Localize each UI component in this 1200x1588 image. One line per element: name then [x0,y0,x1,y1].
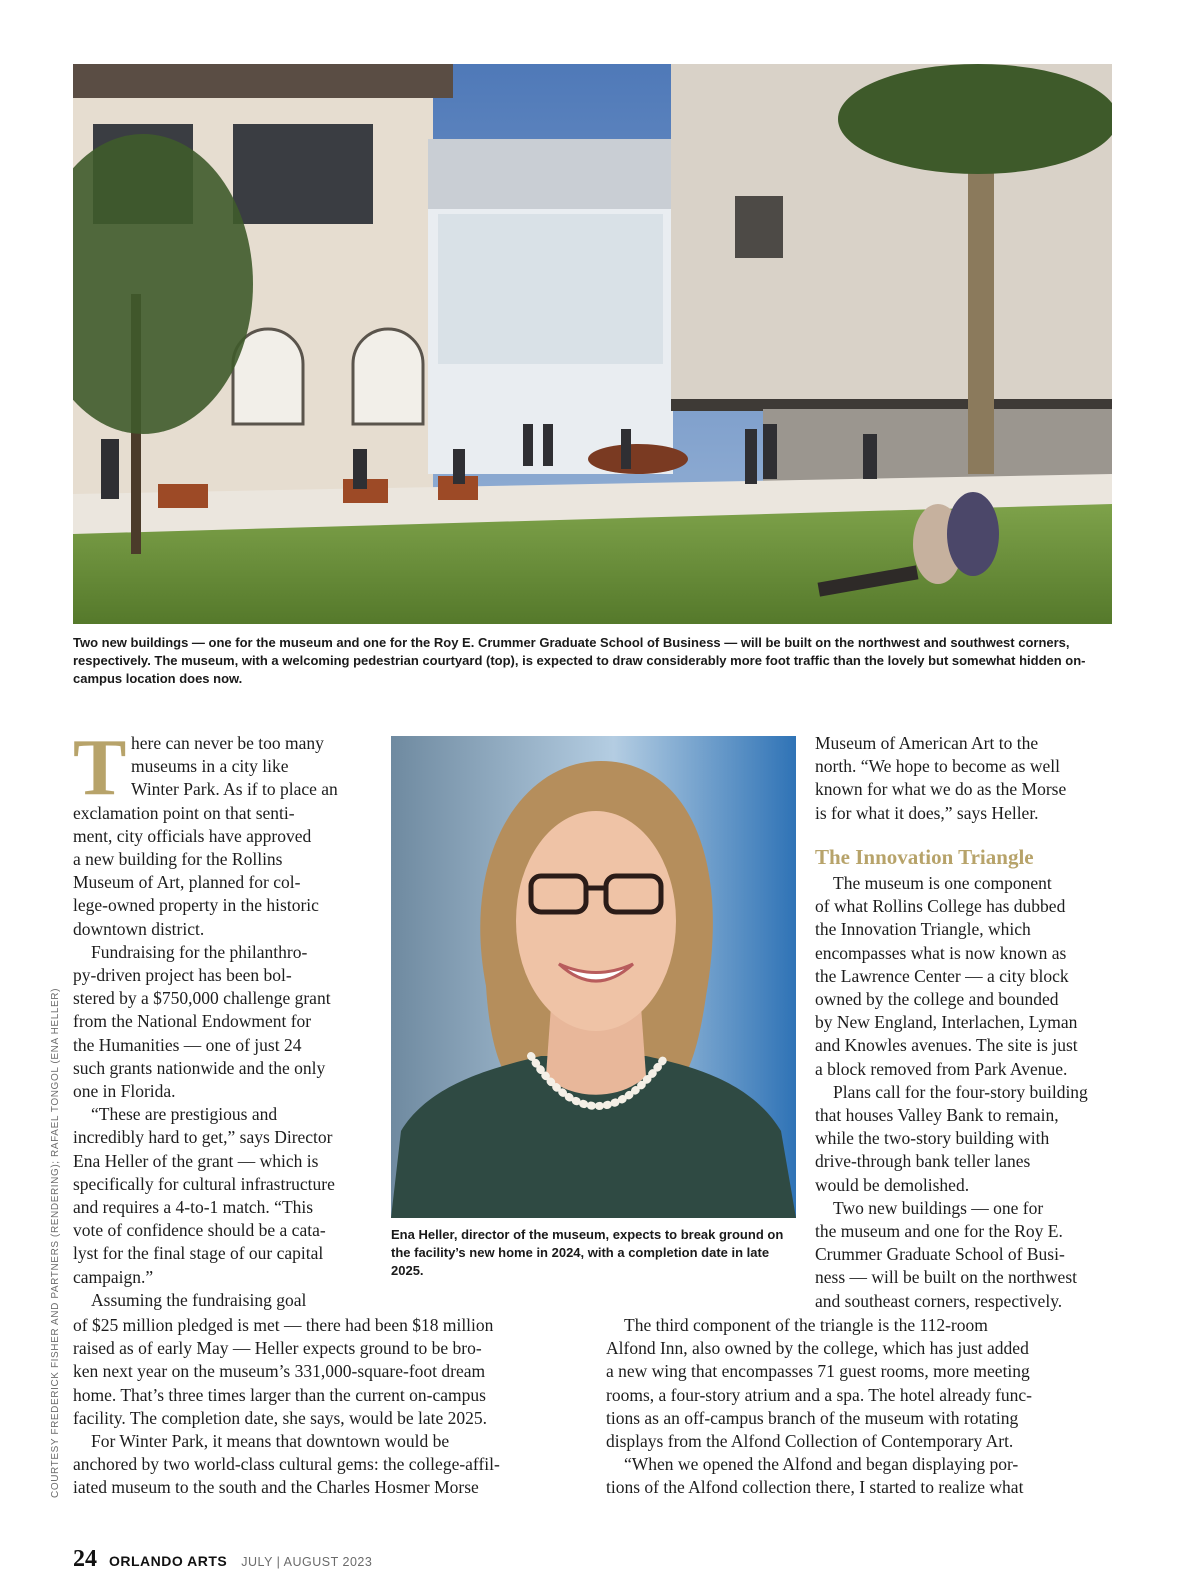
text-line: facility. The completion date, she says, would be late 2025. [73,1407,488,1428]
text-line: tions of the Alfond collection there, I started to realize what [606,1477,1024,1498]
section-subhead: The Innovation Triangle [815,845,1034,869]
text-line: Plans call for the four-story building [833,1081,1088,1102]
text-line: anchored by two world-class cultural gems: the college-affil- [73,1454,500,1475]
portrait-caption: Ena Heller, director of the museum, expects to break ground on the facility’s new home in 2024, with a completion date in late 2025. [391,1227,784,1278]
text-line: For Winter Park, it means that downtown would be [91,1431,450,1452]
hero-photo-caption: Two new buildings — one for the museum and one for the Roy E. Crummer Graduate School of Business — will be built on the northwest and southwest corners, respectively. The museum, with a welcoming pedestrian courtyard (top), is expected to draw considerably more foot traffic than the lovely but somewhat hidden on-campus location does now. [73,635,1086,686]
text-line: “These are prestigious and [91,1104,278,1125]
text-line: while the two-story building with [815,1128,1050,1149]
text-line: lyst for the final stage of our capital [73,1243,324,1264]
text-line: campaign.” [73,1266,154,1287]
article-bottom-left [73,1314,583,1500]
text-line: tions as an off-campus branch of the museum with rotating [606,1407,1019,1428]
text-line: known for what we do as the Morse [815,779,1067,800]
text-line: Fundraising for the philanthro- [91,941,308,962]
museum-rendering-image [73,64,1112,624]
text-line: Ena Heller of the grant — which is [73,1150,319,1171]
text-line: that houses Valley Bank to remain, [815,1105,1059,1126]
text-line: one in Florida. [73,1081,176,1102]
text-line: displays from the Alfond Collection of Contemporary Art. [606,1431,1014,1452]
text-line: ken next year on the museum’s 331,000-square-foot dream [73,1361,486,1382]
issue-date: JULY | AUGUST 2023 [241,1555,373,1569]
text-line: would be demolished. [815,1174,970,1195]
text-line: lege-owned property in the historic [73,895,319,916]
text-line: the Humanities — one of just 24 [73,1034,302,1055]
text-line: is for what it does,” says Heller. [815,802,1039,823]
text-line: by New England, Interlachen, Lyman [815,1012,1078,1033]
text-line: stered by a $750,000 challenge grant [73,988,331,1009]
text-line: iated museum to the south and the Charles Hosmer Morse [73,1477,479,1498]
magazine-name: ORLANDO ARTS [109,1553,228,1569]
text-line: and southeast corners, respectively. [815,1290,1063,1311]
text-line: of $25 million pledged is met — there had been $18 million [73,1315,494,1335]
text-line: The museum is one component [833,873,1052,893]
text-line: downtown district. [73,918,205,939]
text-line: ness — will be built on the northwest [815,1267,1077,1288]
text-line: raised as of early May — Heller expects ground to be bro- [73,1338,482,1359]
article-column-right-top [815,732,1125,825]
drop-cap: T [73,724,127,812]
text-line: py-driven project has been bol- [73,965,292,986]
text-line: specifically for cultural infrastructure [73,1173,335,1194]
text-line: museums in a city like [131,756,289,777]
text-line: exclamation point on that senti- [73,802,295,823]
text-line: Alfond Inn, also owned by the college, which has just added [606,1338,1029,1359]
text-line: the Innovation Triangle, which [815,919,1031,940]
text-line: Winter Park. As if to place an [131,779,338,800]
text-line: Museum of Art, planned for col- [73,872,301,893]
text-line: owned by the college and bounded [815,989,1059,1010]
text-line: drive-through bank teller lanes [815,1151,1031,1172]
text-line: here can never be too many [131,733,324,753]
text-line: Crummer Graduate School of Busi- [815,1244,1065,1265]
text-line: and requires a 4-to-1 match. “This [73,1197,314,1218]
text-line: north. “We hope to become as well [815,756,1060,777]
text-line: from the National Endowment for [73,1011,312,1032]
page-number: 24 [73,1546,97,1572]
text-line: home. That’s three times larger than the current on-campus [73,1384,486,1405]
article-column-left [73,732,373,1312]
page-footer [73,1546,372,1573]
text-line: Two new buildings — one for [833,1197,1044,1218]
text-line: a block removed from Park Avenue. [815,1058,1068,1079]
text-line: incredibly hard to get,” says Director [73,1127,333,1148]
text-line: a new wing that encompasses 71 guest rooms, more meeting [606,1361,1030,1382]
text-line: a new building for the Rollins [73,849,283,870]
text-line: such grants nationwide and the only [73,1057,326,1078]
text-line: rooms, a four-story atrium and a spa. The hotel already func- [606,1384,1032,1405]
text-line: ment, city officials have approved [73,825,312,846]
text-line: Assuming the fundraising goal [91,1289,307,1310]
article-column-right [815,872,1125,1313]
text-line: the museum and one for the Roy E. [815,1221,1063,1242]
photo-credit: COURTESY FREDERICK FISHER AND PARTNERS (RENDERING); RAFAEL TONGOL (ENA HELLER) [50,987,61,1498]
text-line: of what Rollins College has dubbed [815,896,1066,917]
text-line: “When we opened the Alfond and began displaying por- [624,1454,1019,1475]
article-bottom-right [606,1314,1126,1500]
text-line: the Lawrence Center — a city block [815,965,1069,986]
text-line: encompasses what is now known as [815,942,1067,963]
text-line: vote of confidence should be a cata- [73,1220,326,1241]
ena-heller-portrait-image [391,736,796,1218]
text-line: Museum of American Art to the [815,733,1039,753]
text-line: and Knowles avenues. The site is just [815,1035,1078,1056]
text-line: The third component of the triangle is the 112-room [624,1315,988,1335]
